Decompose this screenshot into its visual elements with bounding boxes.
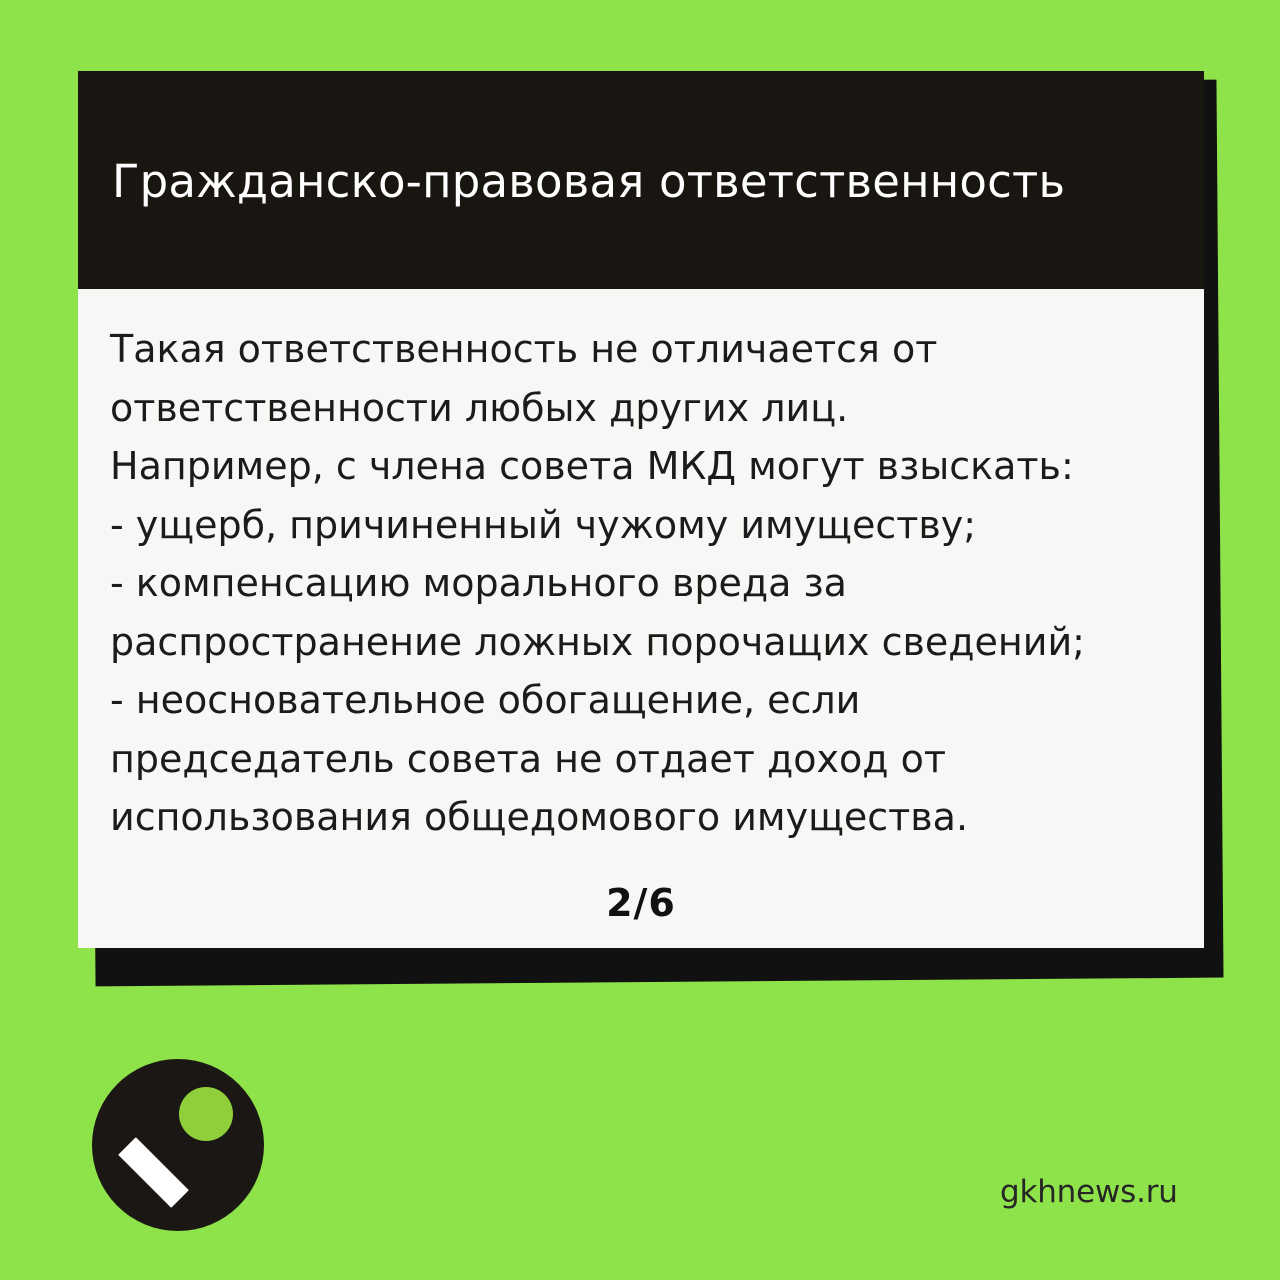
card-title: Гражданско-правовая ответственность bbox=[112, 154, 1066, 208]
body-line-7: - неосновательное обогащение, если bbox=[110, 678, 861, 722]
body-line-3: Например, с члена совета МКД могут взыскать: bbox=[110, 444, 1074, 488]
body-line-6: распространение ложных порочащих сведений; bbox=[110, 619, 1085, 664]
body-line-1: Такая ответственность не отличается от bbox=[110, 327, 938, 371]
body-line-4: - ущерб, причиненный чужому имуществу; bbox=[110, 502, 977, 547]
card-body bbox=[78, 289, 1204, 847]
page-indicator: 2/6 bbox=[606, 881, 676, 925]
body-line-9: использования общедомового имущества. bbox=[110, 795, 969, 839]
body-line-5: - компенсацию морального вреда за bbox=[110, 561, 847, 605]
info-card bbox=[78, 71, 1204, 948]
card-header bbox=[78, 71, 1204, 289]
site-link[interactable]: gkhnews.ru bbox=[1000, 1174, 1178, 1210]
brand-logo-icon bbox=[91, 1058, 265, 1232]
body-line-8: председатель совета не отдает доход от bbox=[110, 736, 946, 781]
body-line-2: ответственности любых других лиц. bbox=[110, 385, 849, 430]
